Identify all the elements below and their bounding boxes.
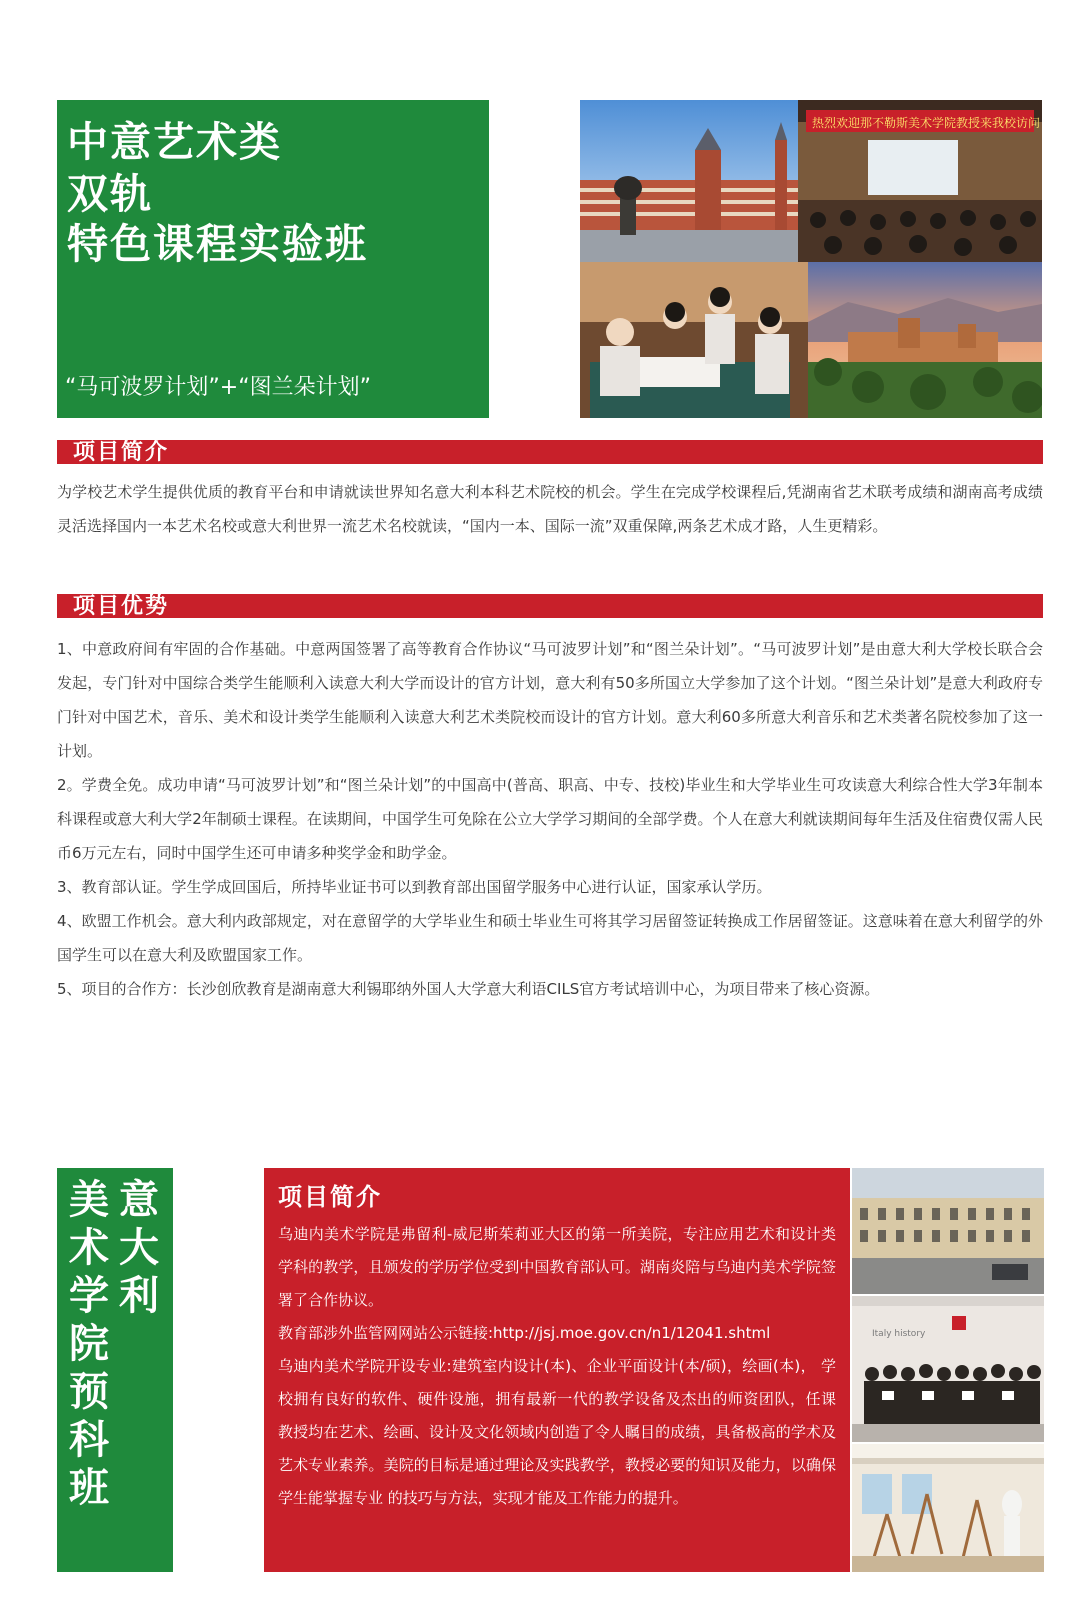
section-intro-bar — [57, 440, 1043, 464]
advantage-item-5: 5、项目的合作方：长沙创欣教育是湖南意大利锡耶纳外国人大学意大利语CILS官方考试培训中心，为项目带来了核心资源。 — [57, 980, 880, 998]
section-intro-heading: 项目简介 — [73, 440, 170, 465]
advantage-item-4: 4、欧盟工作机会。意大利内政部规定，对在意留学的大学毕业生和硕士毕业生可将其学习居留签证转换成工作居留签证。这意味着在意大利留学的外国学生可以在意大利及欧盟国家工作。 — [57, 912, 1043, 964]
udine-intro-heading: 项目简介 — [278, 1183, 382, 1211]
program-title-line-2: 双轨 — [67, 170, 153, 218]
program-title-line-3: 特色课程实验班 — [67, 220, 368, 268]
photo-sign-text: Italy history — [872, 1329, 926, 1339]
program-title-line-1: 中意艺术类 — [67, 118, 282, 166]
advantage-item-1: 1、中意政府间有牢固的合作基础。中意两国签署了高等教育合作协议“马可波罗计划”和“图兰朵计划”。“马可波罗计划”是由意大利大学校长联合会发起，专门针对中国综合类学生能顺利入读意大利大学而设计的官方计划，意大利有50多所国立大学参加了这个计划。“图兰朵计划”是意大利政府专门针对中国艺术，音乐、美术和设计类学生能顺利入读意大利艺术类院校而设计的官方计划。意大利60多所意大利音乐和艺术类著名院校参加了这一计划。 — [57, 640, 1043, 760]
program-title-block — [57, 100, 489, 418]
photo-madrid-plaza — [580, 100, 798, 262]
vertical-title-col-2: 意大利 — [119, 1177, 159, 1319]
banner-text: 热烈欢迎那不勒斯美术学院教授来我校访问 — [812, 116, 1041, 130]
advantages-list — [57, 632, 1043, 1006]
udine-intro-para-1: 乌迪内美术学院是弗留利-威尼斯茱莉亚大区的第一所美院，专注应用艺术和设计类学科的教学，且颁发的学历学位受到中国教育部认可。湖南炎陪与乌迪内美术学院签署了合作协议。 — [278, 1225, 836, 1309]
advantage-item-3: 3、教育部认证。学生学成回国后，所持毕业证书可以到教育部出国留学服务中心进行认证，国家承认学历。 — [57, 878, 772, 896]
udine-intro-panel — [264, 1168, 850, 1572]
section-intro-body: 为学校艺术学生提供优质的教育平台和申请就读世界知名意大利本科艺术院校的机会。学生在完成学校课程后,凭湖南省艺术联考成绩和湖南高考成绩灵活选择国内一本艺术名校或意大利世界一流艺术名校就读，“国内一本、国际一流”双重保障,两条艺术成才路，人生更精彩。 — [57, 483, 1043, 535]
photo-udine-building — [852, 1168, 1044, 1294]
photo-students-drawing — [580, 262, 808, 418]
moe-link-text: 教育部涉外监管网网站公示链接:http://jsj.moe.gov.cn/n1/12041.shtml — [278, 1324, 771, 1342]
photo-alhambra — [808, 262, 1042, 418]
photo-lecture-hall — [798, 100, 1042, 262]
section-advantages-bar — [57, 594, 1043, 618]
vertical-title-block — [57, 1168, 173, 1572]
advantage-item-2: 2。学费全免。成功申请“马可波罗计划”和“图兰朵计划”的中国高中(普高、职高、中专、技校)毕业生和大学毕业生可攻读意大利综合性大学3年制本科课程或意大利大学2年制硕士课程。在读期间，中国学生可免除在公立大学学习期间的全部学费。个人在意大利就读期间每年生活及住宿费仅需人民币6万元左右，同时中国学生还可申请多种奖学金和助学金。 — [57, 776, 1043, 862]
photo-students-group — [852, 1296, 1044, 1442]
vertical-title-col-1: 美术学院预科班 — [69, 1177, 109, 1511]
udine-intro-para-3: 乌迪内美术学院开设专业:建筑室内设计(本)、企业平面设计(本/硕)，绘画(本)， 学校拥有良好的软件、硬件设施，拥有最新一代的教学设备及杰出的师资团队，任课 教授均在艺术、绘画、设计及文化领域内创造了令人瞩目的成绩，具备极高的学术及 艺术专业素养。美院的目标是通过理论及实践教学，教授必要的知识及能力，以确保学生能掌握专业 的技巧与方法，实现才能及工作能力的提升。 — [278, 1357, 836, 1507]
program-subtitle: “马可波罗计划”+“图兰朵计划” — [65, 375, 372, 400]
section-advantages-heading: 项目优势 — [73, 594, 170, 619]
photo-art-studio — [852, 1444, 1044, 1572]
